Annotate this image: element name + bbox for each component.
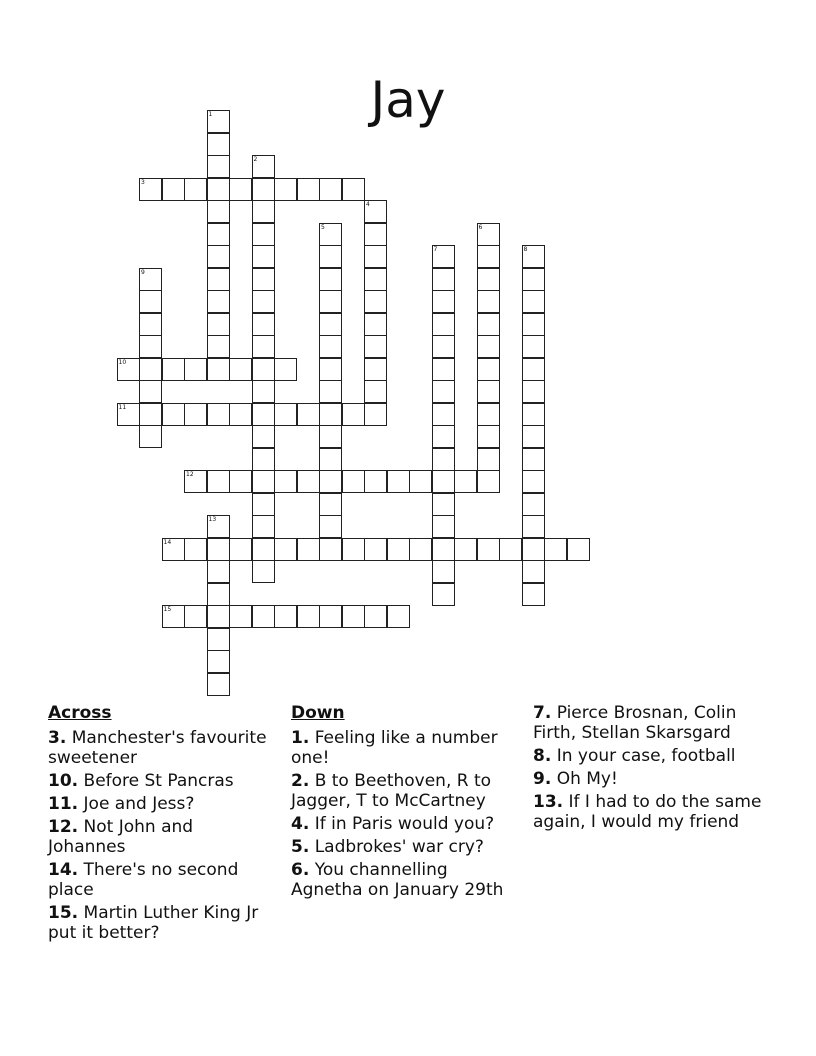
clue-across-3: [48, 728, 270, 768]
grid-cell[interactable]: [342, 605, 365, 628]
grid-cell[interactable]: [387, 470, 410, 493]
grid-cell[interactable]: [207, 178, 230, 201]
grid-cell[interactable]: [364, 605, 387, 628]
grid-cell[interactable]: [432, 268, 455, 291]
grid-cell[interactable]: [432, 380, 455, 403]
down-heading: Down: [291, 703, 345, 723]
grid-cell[interactable]: [319, 605, 342, 628]
grid-cell[interactable]: [252, 358, 275, 381]
grid-cell[interactable]: [409, 470, 432, 493]
grid-cell[interactable]: [432, 290, 455, 313]
grid-cell[interactable]: [184, 538, 207, 561]
grid-cell[interactable]: [319, 245, 342, 268]
grid-cell[interactable]: [319, 493, 342, 516]
grid-cell[interactable]: [432, 583, 455, 606]
grid-cell[interactable]: [544, 538, 567, 561]
cell-number: 11: [118, 403, 127, 411]
grid-cell[interactable]: [207, 155, 230, 178]
cell-number: 1: [208, 111, 213, 118]
grid-cell[interactable]: [477, 538, 500, 561]
grid-cell[interactable]: [499, 538, 522, 561]
grid-cell[interactable]: [229, 178, 252, 201]
clue-text: Not John and Johannes: [48, 817, 194, 857]
grid-cell[interactable]: [207, 650, 230, 673]
grid-cell[interactable]: [252, 335, 275, 358]
grid-cell[interactable]: [252, 403, 275, 426]
grid-cell[interactable]: [229, 605, 252, 628]
grid-cell[interactable]: [387, 605, 410, 628]
grid-cell[interactable]: [139, 268, 162, 291]
grid-cell[interactable]: [207, 335, 230, 358]
clue-down-7: [533, 703, 768, 743]
grid-cell[interactable]: [229, 358, 252, 381]
clue-number: 14.: [48, 860, 79, 880]
clue-text: Martin Luther King Jr put it better?: [48, 903, 259, 943]
grid-cell[interactable]: [139, 313, 162, 336]
clue-number: 1.: [291, 728, 310, 748]
puzzle-title: Jay: [370, 70, 446, 129]
grid-cell[interactable]: [297, 403, 320, 426]
grid-cell[interactable]: [522, 493, 545, 516]
cell-number: 4: [366, 201, 370, 208]
grid-cell[interactable]: [522, 403, 545, 426]
grid-cell[interactable]: [319, 313, 342, 336]
grid-cell[interactable]: [207, 358, 230, 381]
grid-cell[interactable]: [207, 538, 230, 561]
grid-cell[interactable]: [342, 403, 365, 426]
grid-cell[interactable]: [522, 268, 545, 291]
grid-cell[interactable]: [522, 470, 545, 493]
cell-number: 3: [141, 178, 145, 186]
grid-cell[interactable]: [319, 358, 342, 381]
grid-cell[interactable]: [522, 380, 545, 403]
grid-cell[interactable]: [567, 538, 590, 561]
grid-cell[interactable]: [139, 403, 162, 426]
clue-number: 7.: [533, 703, 552, 723]
clue-text: Feeling like a number one!: [291, 728, 498, 768]
grid-cell[interactable]: [207, 223, 230, 246]
grid-cell[interactable]: [409, 538, 432, 561]
grid-cell[interactable]: [274, 358, 297, 381]
down-clues-column-2: [533, 703, 768, 835]
grid-cell[interactable]: [207, 515, 230, 538]
grid-cell[interactable]: [252, 178, 275, 201]
grid-cell[interactable]: [252, 200, 275, 223]
grid-cell[interactable]: [207, 268, 230, 291]
grid-cell[interactable]: [207, 133, 230, 156]
grid-cell[interactable]: [477, 268, 500, 291]
across-clues: [48, 703, 270, 946]
grid-cell[interactable]: [364, 268, 387, 291]
clue-number: 5.: [291, 837, 310, 857]
clue-text: If I had to do the same again, I would my friend: [533, 792, 762, 832]
clue-number: 15.: [48, 903, 79, 923]
grid-cell[interactable]: [477, 223, 500, 246]
clue-text: Before St Pancras: [83, 771, 234, 791]
grid-cell[interactable]: [252, 313, 275, 336]
grid-cell[interactable]: [252, 223, 275, 246]
clue-number: 2.: [291, 771, 310, 791]
clue-text: Manchester's favourite sweetener: [48, 728, 267, 768]
clue-across-10: [48, 771, 270, 791]
grid-cell[interactable]: [477, 403, 500, 426]
grid-cell[interactable]: [252, 268, 275, 291]
clue-down-13: [533, 792, 768, 832]
grid-cell[interactable]: [229, 538, 252, 561]
grid-cell[interactable]: [139, 380, 162, 403]
grid-cell[interactable]: [207, 583, 230, 606]
grid-cell[interactable]: [207, 110, 230, 133]
cell-number: 8: [523, 246, 528, 253]
grid-cell[interactable]: [432, 425, 455, 448]
grid-cell[interactable]: [162, 538, 185, 561]
grid-cell[interactable]: [252, 448, 275, 471]
grid-cell[interactable]: [207, 470, 230, 493]
grid-cell[interactable]: [454, 538, 477, 561]
clue-text: B to Beethoven, R to Jagger, T to McCartney: [291, 771, 492, 811]
grid-cell[interactable]: [319, 380, 342, 403]
grid-cell[interactable]: [274, 403, 297, 426]
grid-cell[interactable]: [184, 178, 207, 201]
grid-cell[interactable]: [229, 403, 252, 426]
grid-cell[interactable]: [117, 358, 140, 381]
grid-cell[interactable]: [522, 448, 545, 471]
cell-number: 12: [186, 471, 194, 478]
grid-cell[interactable]: [274, 470, 297, 493]
clue-number: 12.: [48, 817, 79, 837]
grid-cell[interactable]: [252, 515, 275, 538]
grid-cell[interactable]: [184, 470, 207, 493]
clue-across-15: [48, 903, 270, 943]
grid-cell[interactable]: [364, 538, 387, 561]
across-clue-list: [48, 728, 270, 943]
clue-number: 10.: [48, 771, 79, 791]
clue-across-12: [48, 817, 270, 857]
grid-cell[interactable]: [162, 178, 185, 201]
cell-number: 13: [208, 516, 217, 523]
grid-cell[interactable]: [252, 290, 275, 313]
grid-cell[interactable]: [207, 245, 230, 268]
grid-cell[interactable]: [432, 313, 455, 336]
cell-number: 9: [141, 268, 145, 276]
grid-cell[interactable]: [342, 178, 365, 201]
grid-cell[interactable]: [319, 268, 342, 291]
grid-cell[interactable]: [477, 470, 500, 493]
clue-across-14: [48, 860, 270, 900]
grid-cell[interactable]: [252, 470, 275, 493]
grid-cell[interactable]: [117, 403, 140, 426]
grid-cell[interactable]: [162, 605, 185, 628]
clue-down-8: [533, 746, 768, 766]
grid-cell[interactable]: [319, 403, 342, 426]
grid-cell[interactable]: [319, 425, 342, 448]
grid-cell[interactable]: [432, 515, 455, 538]
grid-cell[interactable]: [364, 358, 387, 381]
grid-cell[interactable]: [364, 380, 387, 403]
grid-cell[interactable]: [364, 223, 387, 246]
clue-text: Oh My!: [556, 769, 618, 789]
clue-number: 3.: [48, 728, 67, 748]
grid-cell[interactable]: [364, 245, 387, 268]
clue-number: 6.: [291, 860, 310, 880]
grid-cell[interactable]: [274, 605, 297, 628]
grid-cell[interactable]: [252, 605, 275, 628]
grid-cell[interactable]: [252, 245, 275, 268]
grid-cell[interactable]: [522, 425, 545, 448]
grid-cell[interactable]: [432, 560, 455, 583]
grid-cell[interactable]: [207, 560, 230, 583]
grid-cell[interactable]: [229, 470, 252, 493]
grid-cell[interactable]: [477, 290, 500, 313]
clue-text: You channelling Agnetha on January 29th: [291, 860, 504, 900]
clue-text: Ladbrokes' war cry?: [314, 837, 484, 857]
grid-cell[interactable]: [364, 470, 387, 493]
grid-cell[interactable]: [319, 538, 342, 561]
grid-cell[interactable]: [252, 538, 275, 561]
clue-number: 11.: [48, 794, 79, 814]
grid-cell[interactable]: [432, 538, 455, 561]
grid-cell[interactable]: [522, 583, 545, 606]
grid-cell[interactable]: [207, 605, 230, 628]
grid-cell[interactable]: [432, 493, 455, 516]
grid-cell[interactable]: [432, 245, 455, 268]
grid-cell[interactable]: [162, 403, 185, 426]
grid-cell[interactable]: [319, 470, 342, 493]
grid-cell[interactable]: [477, 448, 500, 471]
clue-down-5: [291, 837, 523, 857]
cell-number: 6: [478, 223, 483, 231]
grid-cell[interactable]: [522, 290, 545, 313]
clue-down-1: [291, 728, 523, 768]
clue-text: Pierce Brosnan, Colin Firth, Stellan Skarsgard: [533, 703, 737, 743]
grid-cell[interactable]: [184, 358, 207, 381]
grid-cell[interactable]: [162, 358, 185, 381]
grid-cell[interactable]: [387, 538, 410, 561]
grid-cell[interactable]: [477, 245, 500, 268]
grid-cell[interactable]: [364, 403, 387, 426]
cell-number: 14: [163, 538, 172, 546]
grid-cell[interactable]: [432, 470, 455, 493]
grid-cell[interactable]: [274, 538, 297, 561]
clue-number: 4.: [291, 814, 310, 834]
grid-cell[interactable]: [364, 200, 387, 223]
grid-cell[interactable]: [139, 290, 162, 313]
cell-number: 7: [433, 246, 438, 253]
clue-text: There's no second place: [48, 860, 239, 900]
clue-down-9: [533, 769, 768, 789]
grid-cell[interactable]: [139, 425, 162, 448]
clue-down-6: [291, 860, 523, 900]
clue-down-2: [291, 771, 523, 811]
grid-cell[interactable]: [319, 335, 342, 358]
grid-cell[interactable]: [522, 538, 545, 561]
grid-cell[interactable]: [252, 155, 275, 178]
clue-across-11: [48, 794, 270, 814]
grid-cell[interactable]: [432, 358, 455, 381]
grid-cell[interactable]: [432, 448, 455, 471]
clue-text: In your case, football: [556, 746, 736, 766]
clue-number: 9.: [533, 769, 552, 789]
cell-number: 2: [253, 156, 258, 163]
grid-cell[interactable]: [522, 245, 545, 268]
clue-number: 8.: [533, 746, 552, 766]
grid-cell[interactable]: [477, 425, 500, 448]
grid-cell[interactable]: [184, 605, 207, 628]
grid-cell[interactable]: [252, 425, 275, 448]
grid-cell[interactable]: [139, 335, 162, 358]
grid-cell[interactable]: [207, 403, 230, 426]
grid-cell[interactable]: [252, 380, 275, 403]
grid-cell[interactable]: [342, 470, 365, 493]
grid-cell[interactable]: [319, 223, 342, 246]
grid-cell[interactable]: [432, 335, 455, 358]
grid-cell[interactable]: [342, 538, 365, 561]
grid-cell[interactable]: [432, 403, 455, 426]
grid-cell[interactable]: [207, 313, 230, 336]
grid-cell[interactable]: [207, 628, 230, 651]
grid-cell[interactable]: [522, 515, 545, 538]
clue-down-4: [291, 814, 523, 834]
grid-cell[interactable]: [364, 335, 387, 358]
grid-cell[interactable]: [364, 290, 387, 313]
grid-cell[interactable]: [364, 313, 387, 336]
grid-cell[interactable]: [477, 335, 500, 358]
grid-cell[interactable]: [297, 178, 320, 201]
cell-number: 15: [163, 606, 172, 613]
grid-cell[interactable]: [522, 335, 545, 358]
grid-cell[interactable]: [184, 403, 207, 426]
cell-number: 10: [118, 358, 127, 366]
clue-number: 13.: [533, 792, 564, 812]
grid-cell[interactable]: [207, 200, 230, 223]
grid-cell[interactable]: [522, 313, 545, 336]
grid-cell[interactable]: [522, 358, 545, 381]
grid-cell[interactable]: [297, 470, 320, 493]
grid-cell[interactable]: [207, 290, 230, 313]
grid-cell[interactable]: [297, 605, 320, 628]
grid-cell[interactable]: [274, 178, 297, 201]
grid-cell[interactable]: [252, 560, 275, 583]
clue-text: Joe and Jess?: [83, 794, 195, 814]
grid-cell[interactable]: [252, 493, 275, 516]
grid-cell[interactable]: [319, 448, 342, 471]
grid-cell[interactable]: [454, 470, 477, 493]
grid-cell[interactable]: [319, 290, 342, 313]
grid-cell[interactable]: [139, 178, 162, 201]
grid-cell[interactable]: [297, 538, 320, 561]
grid-cell[interactable]: [522, 560, 545, 583]
grid-cell[interactable]: [477, 313, 500, 336]
down-clues-column-1: [291, 703, 523, 903]
grid-cell[interactable]: [477, 380, 500, 403]
clue-text: If in Paris would you?: [314, 814, 495, 834]
grid-cell[interactable]: [319, 178, 342, 201]
grid-cell[interactable]: [207, 673, 230, 696]
grid-cell[interactable]: [319, 515, 342, 538]
cell-number: 5: [321, 223, 325, 231]
grid-cell[interactable]: [139, 358, 162, 381]
grid-cell[interactable]: [477, 358, 500, 381]
across-heading: Across: [48, 703, 112, 723]
